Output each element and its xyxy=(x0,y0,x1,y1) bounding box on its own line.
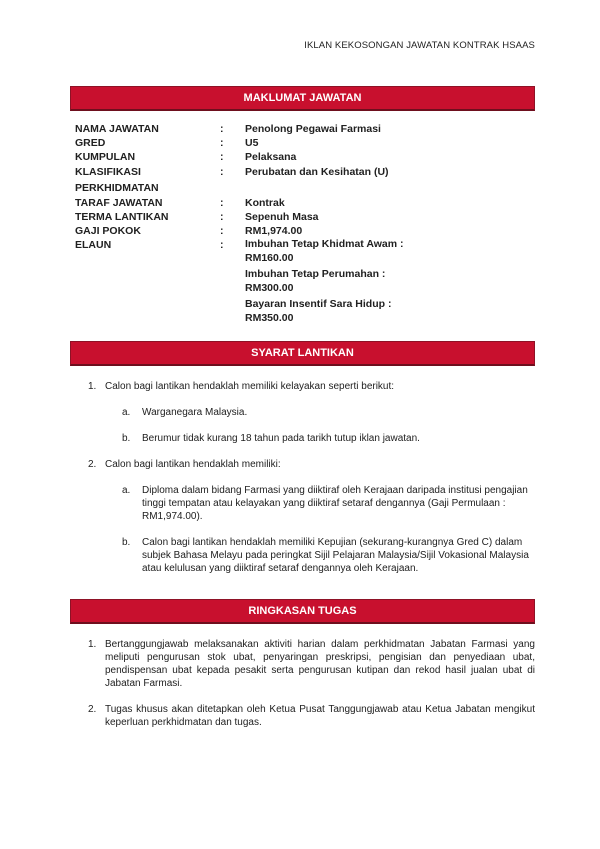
sub-list-item xyxy=(122,432,535,445)
item-text: Berumur tidak kurang 18 tahun pada tarikh tutup iklan jawatan. xyxy=(142,433,420,444)
item-letter: b. xyxy=(122,433,131,444)
item-number: 2. xyxy=(88,459,97,470)
list-item xyxy=(88,638,535,690)
item-letter: a. xyxy=(122,485,131,496)
sub-list xyxy=(122,406,535,445)
item-number: 1. xyxy=(88,381,97,392)
row-value: Sepenuh Masa xyxy=(245,211,319,223)
list-item xyxy=(88,458,535,471)
section-banner-ringkasan-tugas xyxy=(70,599,535,624)
allowance-line: Imbuhan Tetap Khidmat Awam : xyxy=(245,238,404,250)
row-colon: : xyxy=(220,211,224,223)
item-text: Bertanggungjawab melaksanakan aktiviti harian dalam perkhidmatan Jabatan Farmasi yang meliputi pengurusan stok ubat, penyaringan preskripsi, pengisian dan penyediaan ubat, pendispensan ubat kepada pesakit serta pengurusan kutipan dan rekod hasil jualan ubat di Jabatan Farmasi. xyxy=(105,639,535,689)
section-title-syarat-lantikan: SYARAT LANTIKAN xyxy=(251,347,354,359)
allowance-line: RM300.00 xyxy=(245,281,294,294)
row-value: RM1,974.00 xyxy=(245,225,303,237)
row-label: GRED xyxy=(75,137,106,149)
sub-list-item xyxy=(122,406,535,419)
document-page xyxy=(70,0,535,729)
table-row xyxy=(75,122,535,136)
item-text: Warganegara Malaysia. xyxy=(142,407,248,418)
item-letter: b. xyxy=(122,537,131,548)
row-value: Kontrak xyxy=(245,197,285,209)
item-number: 2. xyxy=(88,704,97,715)
section-banner-syarat-lantikan xyxy=(70,341,535,366)
allowance-line: Imbuhan Tetap Perumahan : xyxy=(245,268,386,280)
allowance-line: Bayaran Insentif Sara Hidup : xyxy=(245,298,392,310)
row-label-line2: PERKHIDMATAN xyxy=(75,181,159,194)
item-letter: a. xyxy=(122,407,131,418)
row-label: ELAUN xyxy=(75,239,112,251)
item-number: 1. xyxy=(88,639,97,650)
row-colon: : xyxy=(220,151,224,163)
table-row-elaun xyxy=(75,238,535,325)
list-item xyxy=(88,703,535,729)
row-colon: : xyxy=(220,137,224,149)
sub-list-item xyxy=(122,536,535,575)
sub-list xyxy=(122,484,535,575)
item-text: Calon bagi lantikan hendaklah memiliki kelayakan seperti berikut: xyxy=(105,381,395,392)
table-row xyxy=(75,210,535,224)
allowance-line: RM350.00 xyxy=(245,311,294,324)
row-label: TERMA LANTIKAN xyxy=(75,211,169,223)
section-banner-maklumat-jawatan xyxy=(70,86,535,111)
row-colon: : xyxy=(220,166,224,178)
row-label: TARAF JAWATAN xyxy=(75,197,163,209)
row-label-line1: KLASIFIKASI xyxy=(75,166,141,178)
row-value: Pelaksana xyxy=(245,151,297,163)
item-text: Diploma dalam bidang Farmasi yang diiktiraf oleh Kerajaan daripada institusi pengajian tinggi tempatan atau kelayakan yang diiktiraf setaraf dengannya (Gaji Permulaan : RM1,974.00). xyxy=(142,485,528,522)
row-value-multiline xyxy=(245,238,535,325)
row-value: Penolong Pegawai Farmasi xyxy=(245,123,381,135)
list-item xyxy=(88,380,535,393)
item-text: Tugas khusus akan ditetapkan oleh Ketua Pusat Tanggungjawab atau Ketua Jabatan mengikut keperluan perkhidmatan dan tugas. xyxy=(105,704,535,728)
row-label: GAJI POKOK xyxy=(75,225,141,237)
row-colon: : xyxy=(220,239,224,251)
row-colon: : xyxy=(220,225,224,237)
table-row xyxy=(75,150,535,164)
section-title-ringkasan-tugas: RINGKASAN TUGAS xyxy=(248,605,357,617)
syarat-list xyxy=(88,380,535,575)
sub-list-item xyxy=(122,484,535,523)
row-colon: : xyxy=(220,197,224,209)
table-row xyxy=(75,136,535,150)
allowance-line: RM160.00 xyxy=(245,251,294,264)
ringkasan-list xyxy=(88,638,535,729)
row-colon: : xyxy=(220,123,224,135)
row-value: U5 xyxy=(245,137,259,149)
row-label xyxy=(75,165,220,196)
table-row xyxy=(75,224,535,238)
table-row xyxy=(75,196,535,210)
job-details-table xyxy=(75,122,535,325)
row-value: Perubatan dan Kesihatan (U) xyxy=(245,166,389,178)
section-title-maklumat-jawatan: MAKLUMAT JAWATAN xyxy=(243,92,362,104)
item-text: Calon bagi lantikan hendaklah memiliki Kepujian (sekurang-kurangnya Gred C) dalam subjek Bahasa Melayu pada peringkat Sijil Pelajaran Malaysia/Sijil Vokasional Malaysia atau kelulusan yang diiktiraf setaraf dengannya oleh Kerajaan. xyxy=(142,537,529,574)
document-header: IKLAN KEKOSONGAN JAWATAN KONTRAK HSAAS xyxy=(304,40,535,51)
row-label: NAMA JAWATAN xyxy=(75,123,159,135)
table-row xyxy=(75,165,535,196)
row-label: KUMPULAN xyxy=(75,151,136,163)
item-text: Calon bagi lantikan hendaklah memiliki: xyxy=(105,459,281,470)
